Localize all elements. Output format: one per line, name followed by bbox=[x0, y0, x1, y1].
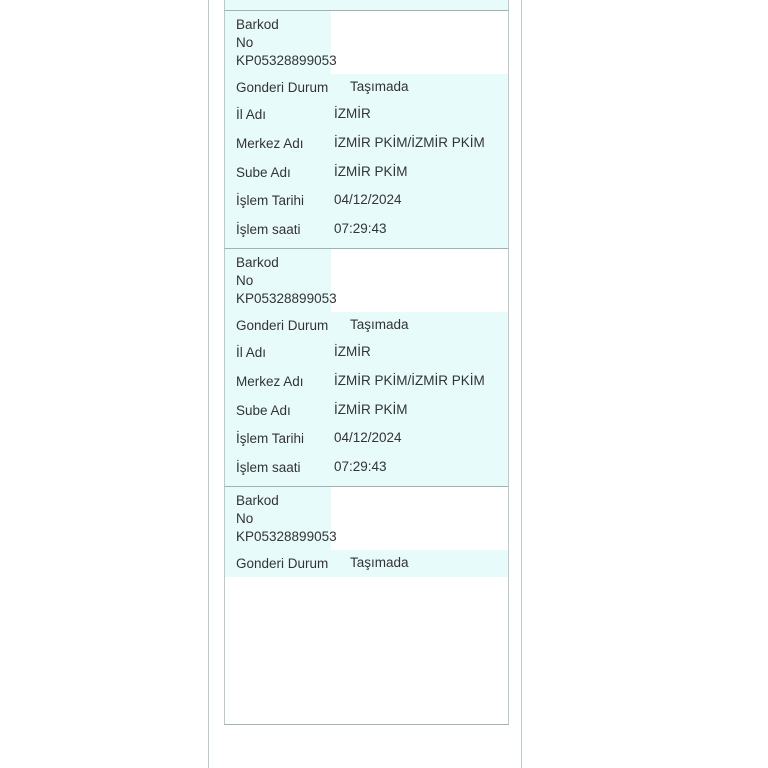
time-value: 07:29:43 bbox=[334, 221, 387, 236]
history-record bbox=[224, 0, 509, 11]
barcode-label-line1: Barkod bbox=[236, 17, 279, 32]
center-label: Merkez Adı bbox=[236, 374, 304, 389]
center-row bbox=[225, 130, 508, 159]
center-row bbox=[225, 368, 508, 397]
date-value: 04/12/2024 bbox=[334, 430, 402, 445]
center-value: İZMİR PKİM/İZMİR PKİM bbox=[334, 135, 485, 150]
barcode-label-line1: Barkod bbox=[236, 255, 279, 270]
barcode-label-line1: Barkod bbox=[236, 493, 279, 508]
date-row bbox=[225, 425, 508, 454]
barcode-label bbox=[225, 249, 337, 312]
status-value: Taşımada bbox=[350, 79, 409, 94]
barcode-label bbox=[225, 487, 337, 550]
history-record bbox=[224, 11, 509, 249]
barcode-value: KP05328899053 bbox=[236, 529, 337, 544]
status-row bbox=[225, 312, 508, 339]
city-row bbox=[225, 339, 508, 368]
branch-value: İZMİR PKİM bbox=[334, 402, 408, 417]
status-value: Taşımada bbox=[350, 317, 409, 332]
barcode-label bbox=[225, 11, 337, 74]
status-label: Gonderi Durum bbox=[236, 556, 329, 571]
branch-label: Sube Adı bbox=[236, 403, 291, 418]
barcode-label-line2: No bbox=[236, 511, 254, 526]
city-row bbox=[225, 101, 508, 130]
city-label: İl Adı bbox=[236, 107, 267, 122]
branch-label: Sube Adı bbox=[236, 165, 291, 180]
barcode-row bbox=[225, 249, 508, 312]
time-row bbox=[225, 0, 508, 10]
barcode-row bbox=[225, 487, 508, 550]
date-value: 04/12/2024 bbox=[334, 192, 402, 207]
status-row bbox=[225, 74, 508, 101]
date-label: İşlem Tarihi bbox=[236, 431, 305, 446]
shipment-history-table bbox=[224, 0, 509, 725]
city-value: İZMİR bbox=[334, 344, 371, 359]
time-label: İşlem saati bbox=[236, 460, 301, 475]
time-label: İşlem saati bbox=[236, 222, 301, 237]
branch-row bbox=[225, 159, 508, 187]
city-label: İl Adı bbox=[236, 345, 267, 360]
branch-row bbox=[225, 397, 508, 425]
barcode-value: KP05328899053 bbox=[236, 291, 337, 306]
status-value: Taşımada bbox=[350, 555, 409, 570]
history-record bbox=[224, 249, 509, 487]
time-row bbox=[225, 216, 508, 248]
barcode-label-line2: No bbox=[236, 273, 254, 288]
center-value: İZMİR PKİM/İZMİR PKİM bbox=[334, 373, 485, 388]
date-label: İşlem Tarihi bbox=[236, 193, 305, 208]
date-row bbox=[225, 187, 508, 216]
city-value: İZMİR bbox=[334, 106, 371, 121]
center-label: Merkez Adı bbox=[236, 136, 304, 151]
barcode-value: KP05328899053 bbox=[236, 53, 337, 68]
barcode-row bbox=[225, 11, 508, 74]
status-label: Gonderi Durum bbox=[236, 318, 329, 333]
branch-value: İZMİR PKİM bbox=[334, 164, 408, 179]
time-row bbox=[225, 454, 508, 486]
history-record bbox=[224, 487, 509, 725]
barcode-label-line2: No bbox=[236, 35, 254, 50]
status-label: Gonderi Durum bbox=[236, 80, 329, 95]
status-row bbox=[225, 550, 508, 577]
time-value: 07:29:43 bbox=[334, 459, 387, 474]
